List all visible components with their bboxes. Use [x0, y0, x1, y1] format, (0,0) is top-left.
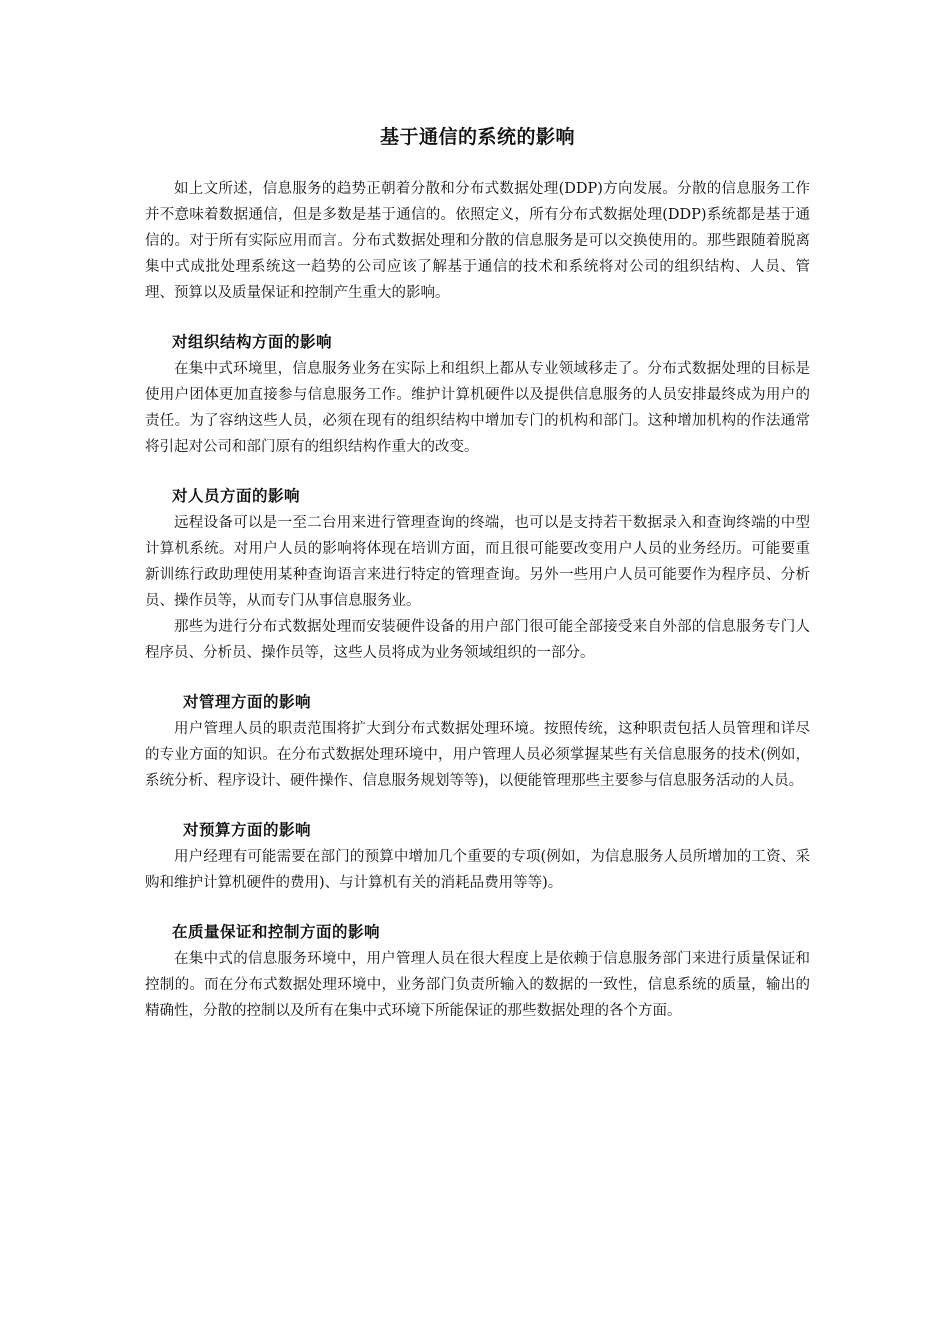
section-paragraph: 远程设备可以是一至二台用来进行管理查询的终端，也可以是支持若干数据录入和查询终端的中型计算机系统。对用户人员的影响将体现在培训方面，而且很可能要改变用户人员的业务经历。可能要重新训练行政助理使用某种查询语言来进行特定的管理查询。另外一些用户人员可能要作为程序员、分析员、操作员等，从而专门从事信息服务业。 — [145, 515, 810, 609]
document-page — [145, 120, 810, 1024]
section-heading-organization: 对组织结构方面的影响 — [172, 332, 333, 351]
intro-paragraph: 如上文所述，信息服务的趋势正朝着分散和分布式数据处理(DDP)方向发展。分散的信息服务工作并不意味着数据通信，但是多数是基于通信的。依照定义，所有分布式数据处理(DDP)系统都是基于通信的。对于所有实际应用而言。分布式数据处理和分散的信息服务是可以交换使用的。那些跟随着脱离集中式成批处理系统这一趋势的公司应该了解基于通信的技术和系统将对公司的组织结构、人员、管理、预算以及质量保证和控制产生重大的影响。 — [145, 181, 810, 301]
section-paragraph: 在集中式的信息服务环境中，用户管理人员在很大程度上是依赖于信息服务部门来进行质量保证和控制的。而在分布式数据处理环境中，业务部门负责所输入的数据的一致性，信息系统的质量，输出的精确性，分散的控制以及所有在集中式环境下所能保证的那些数据处理的各个方面。 — [145, 951, 810, 1019]
section-paragraph: 用户经理有可能需要在部门的预算中增加几个重要的专项(例如，为信息服务人员所增加的工资、采购和维护计算机硬件的费用)、与计算机有关的消耗品费用等等)。 — [145, 849, 810, 891]
section-paragraph: 在集中式环境里，信息服务业务在实际上和组织上都从专业领域移走了。分布式数据处理的目标是使用户团体更加直接参与信息服务工作。维护计算机硬件以及提供信息服务的人员安排最终成为用户的责任。为了容纳这些人员，必须在现有的组织结构中增加专门的机构和部门。这种增加机构的作法通常将引起对公司和部门原有的组织结构作重大的改变。 — [145, 361, 810, 455]
section-personnel — [145, 482, 810, 666]
section-paragraph: 那些为进行分布式数据处理而安装硬件设备的用户部门很可能全部接受来自外部的信息服务专门人程序员、分析员、操作员等，这些人员将成为业务领域组织的一部分。 — [145, 619, 810, 661]
section-heading-budget: 对预算方面的影响 — [183, 820, 312, 839]
section-heading-personnel: 对人员方面的影响 — [172, 486, 301, 505]
section-heading-quality: 在质量保证和控制方面的影响 — [172, 922, 381, 941]
section-heading-management: 对管理方面的影响 — [183, 692, 312, 711]
section-budget — [145, 816, 810, 896]
document-title: 基于通信的系统的影响 — [379, 126, 575, 148]
section-organization — [145, 328, 810, 460]
section-management — [145, 688, 810, 794]
section-paragraph: 用户管理人员的职责范围将扩大到分布式数据处理环境。按照传统，这种职责包括人员管理和详尽的专业方面的知识。在分布式数据处理环境中，用户管理人员必须掌握某些有关信息服务的技术(例如，系统分析、程序设计、硬件操作、信息服务规划等等)，以便能管理那些主要参与信息服务活动的人员。 — [145, 721, 810, 789]
section-quality — [145, 918, 810, 1024]
intro-section — [145, 176, 810, 306]
